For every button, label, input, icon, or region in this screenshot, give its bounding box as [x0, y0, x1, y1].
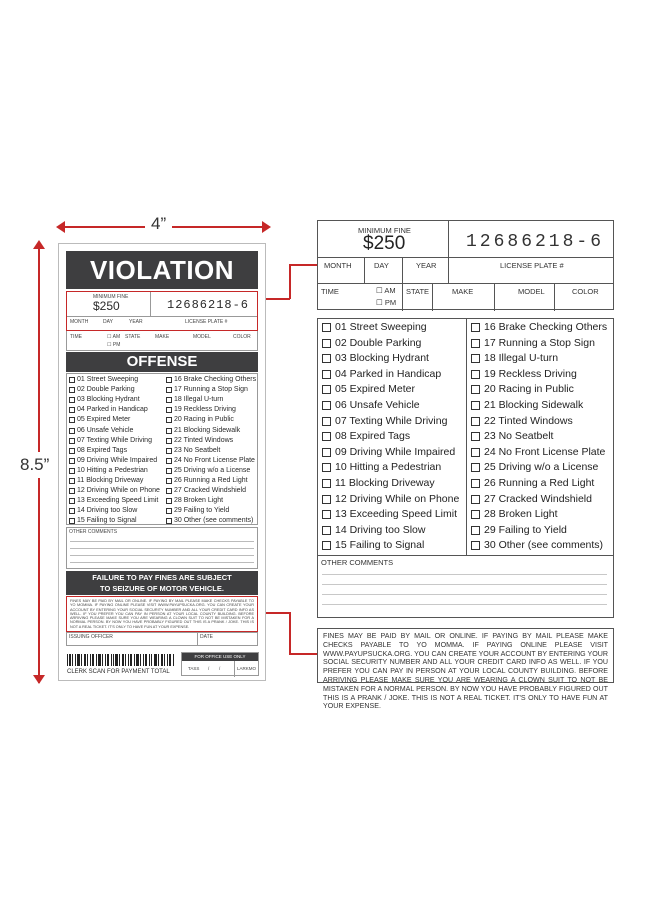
offense-option[interactable] — [322, 492, 459, 507]
offense-label: 22 Tinted Windows — [174, 436, 234, 444]
offense-option[interactable] — [471, 398, 583, 413]
offense-label: 20 Racing in Public — [484, 383, 574, 396]
offense-label: 27 Cracked Windshield — [484, 492, 592, 505]
offense-label: 16 Brake Checking Others — [484, 321, 608, 333]
checkbox-icon[interactable] — [322, 510, 331, 519]
small-vehicle-row — [66, 331, 258, 351]
divider — [432, 283, 433, 311]
checkbox-icon[interactable] — [69, 458, 75, 464]
offense-label: 17 Running a Stop Sign — [174, 386, 248, 394]
checkbox-icon[interactable] — [69, 428, 75, 434]
zoomed-fine-print: FINES MAY BE PAID BY MAIL OR ONLINE. IF PAYING BY MAIL PLEASE MAKE CHECKS PAYABLE TO YO MOMMA. IF PAYING ONLINE PLEASE VISIT WWW.PAYUPSUCKA.ORG. YOU CAN CREATE YOUR ACCOUNT BY ENTERING YOUR SOCIAL SECURITY NUMBER AND ALL YOUR CREDIT CARD INFO AS WELL. IF YOU PREFER YOU CAN PAY IN PERSON AT YOUR LOCAL COUNTY BUILDING. BEFORE ARRIVING PLEASE MAKE SURE YOU ARE WEARING A CLOWN SUIT TO NOT BE MISTAKEN FOR A NORMAL PERSON. BY NOW YOU HAVE PROBABLY FIGURED OUT THIS IS A PRANK / JOKE. THIS IS NOT A REAL TICKET. IT'S ONLY TO HAVE FUN AT YOUR EXPENSE. — [317, 628, 614, 683]
connector-line — [289, 264, 318, 266]
checkbox-icon[interactable] — [69, 397, 75, 403]
checkbox-icon[interactable] — [69, 488, 75, 494]
small-comments-box — [66, 527, 258, 569]
offense-label: 16 Brake Checking Others — [174, 376, 257, 383]
offense-option[interactable] — [322, 414, 447, 429]
offense-option[interactable] — [69, 385, 135, 395]
offense-option[interactable] — [69, 405, 148, 415]
offense-option[interactable] — [166, 516, 253, 526]
offense-option[interactable] — [471, 476, 594, 491]
comment-line — [70, 555, 254, 556]
offense-label: 03 Blocking Hydrant — [77, 396, 140, 404]
checkbox-icon[interactable] — [471, 510, 480, 519]
checkbox-icon[interactable] — [471, 417, 480, 426]
month-label: MONTH — [324, 261, 352, 270]
zoomed-header-panel — [317, 220, 614, 310]
offense-label: 01 Street Sweeping — [335, 321, 427, 333]
arrow-down-icon — [33, 675, 45, 684]
offense-option[interactable] — [166, 476, 248, 486]
offense-label: 05 Expired Meter — [77, 416, 131, 424]
divider — [494, 283, 495, 311]
offense-option[interactable] — [166, 385, 248, 395]
divider — [554, 283, 555, 311]
offense-title: OFFENSE — [66, 352, 258, 372]
offense-label: 26 Running a Red Light — [174, 477, 248, 484]
am-option: ☐ AM — [107, 334, 121, 340]
offense-option[interactable] — [322, 351, 429, 366]
comments-label: OTHER COMMENTS — [321, 558, 394, 567]
checkbox-icon[interactable] — [166, 508, 172, 514]
checkbox-icon[interactable] — [471, 401, 480, 410]
checkbox-icon[interactable] — [322, 495, 331, 504]
offense-option[interactable] — [322, 429, 410, 444]
offense-label: 10 Hitting a Pedestrian — [335, 461, 442, 474]
offense-label: 13 Exceeding Speed Limit — [77, 497, 159, 505]
offense-option[interactable] — [166, 405, 236, 415]
offense-label: 04 Parked in Handicap — [335, 367, 442, 380]
am-option: ☐ AM — [376, 286, 396, 295]
offense-label: 29 Failing to Yield — [174, 507, 230, 515]
divider — [402, 257, 403, 283]
checkbox-icon[interactable] — [166, 478, 172, 484]
tass-label: TASS — [188, 666, 200, 671]
comment-line — [70, 541, 254, 542]
height-label: 8.5” — [20, 452, 49, 478]
checkbox-icon[interactable] — [322, 526, 331, 535]
offense-option[interactable] — [166, 426, 240, 436]
day-label: DAY — [103, 319, 113, 325]
offense-option[interactable] — [471, 382, 574, 397]
offense-option[interactable] — [69, 395, 140, 405]
ticket-number: 12686218-6 — [167, 298, 250, 312]
checkbox-icon[interactable] — [322, 354, 331, 363]
offense-option[interactable] — [69, 486, 160, 496]
offense-label: 12 Driving While on Phone — [335, 492, 460, 505]
offense-label: 08 Expired Tags — [335, 430, 411, 443]
connector-line — [289, 653, 318, 655]
checkbox-icon[interactable] — [322, 370, 331, 379]
width-label: 4” — [145, 214, 172, 234]
divider — [197, 633, 198, 645]
offense-label: 23 No Seatbelt — [484, 430, 554, 443]
offense-option[interactable] — [471, 336, 595, 351]
offense-option[interactable] — [166, 436, 233, 446]
time-label: TIME — [70, 334, 82, 340]
offense-option[interactable] — [471, 492, 592, 507]
offense-label: 01 Street Sweeping — [77, 376, 139, 383]
divider — [448, 221, 449, 257]
checkbox-icon[interactable] — [322, 479, 331, 488]
offense-label: 12 Driving While on Phone — [77, 487, 160, 495]
checkbox-icon[interactable] — [166, 377, 172, 383]
signature-row — [66, 632, 258, 646]
offense-label: 20 Racing in Public — [174, 416, 234, 424]
checkbox-icon[interactable] — [471, 432, 480, 441]
offense-label: 18 Illegal U-turn — [174, 396, 224, 404]
checkbox-icon[interactable] — [322, 401, 331, 410]
divider — [150, 292, 151, 316]
offense-option[interactable] — [69, 506, 137, 516]
checkbox-icon[interactable] — [471, 354, 480, 363]
checkbox-icon[interactable] — [322, 385, 331, 394]
office-use-label: FOR OFFICE USE ONLY — [182, 653, 258, 661]
offense-label: 14 Driving too Slow — [77, 507, 138, 515]
offense-option[interactable] — [166, 375, 256, 385]
offense-label: 17 Running a Stop Sign — [484, 336, 595, 349]
offense-label: 11 Blocking Driveway — [77, 477, 144, 484]
clerk-label: CLERK SCAN FOR PAYMENT TOTAL — [67, 669, 170, 675]
pm-option: ☐ PM — [107, 342, 121, 348]
connector-line — [289, 264, 291, 299]
offense-label: 21 Blocking Sidewalk — [174, 426, 241, 434]
checkbox-icon[interactable] — [322, 339, 331, 348]
pm-option: ☐ PM — [376, 298, 397, 307]
checkbox-icon[interactable] — [166, 407, 172, 413]
checkbox-icon[interactable] — [166, 488, 172, 494]
connector-line — [289, 612, 291, 654]
issuing-officer-label: ISSUING OFFICER — [69, 634, 113, 640]
offense-option[interactable] — [166, 446, 220, 456]
checkbox-icon[interactable] — [471, 323, 480, 332]
offense-label: 10 Hitting a Pedestrian — [77, 466, 148, 474]
warning-line-2: TO SEIZURE OF MOTOR VEHICLE. — [100, 584, 224, 593]
offense-option[interactable] — [69, 476, 143, 486]
min-fine-label: MINIMUM FINE — [358, 226, 411, 235]
checkbox-icon[interactable] — [166, 428, 172, 434]
offense-option[interactable] — [471, 523, 567, 538]
small-offense-list — [66, 373, 258, 525]
offense-label: 21 Blocking Sidewalk — [484, 399, 584, 411]
checkbox-icon[interactable] — [69, 468, 75, 474]
checkbox-icon[interactable] — [69, 377, 75, 383]
offense-option[interactable] — [322, 460, 441, 475]
offense-label: 03 Blocking Hydrant — [335, 352, 429, 365]
model-label: MODEL — [193, 334, 211, 340]
offense-label: 19 Reckless Driving — [484, 367, 577, 380]
checkbox-icon[interactable] — [166, 417, 172, 423]
offense-label: 28 Broken Light — [174, 497, 224, 505]
offense-option[interactable] — [322, 382, 415, 397]
offense-option[interactable] — [166, 486, 246, 496]
checkbox-icon[interactable] — [166, 438, 172, 444]
divider — [466, 319, 467, 555]
checkbox-icon[interactable] — [69, 387, 75, 393]
small-fine-print: FINES MAY BE PAID BY MAIL OR ONLINE. IF PAYING BY MAIL PLEASE MAKE CHECKS PAYABLE TO YO MOMMA. IF PAYING ONLINE PLEASE VISIT WWW.PAYUPSUCKA.ORG. YOU CAN CREATE YOUR ACCOUNT BY ENTERING YOUR SOCIAL SECURITY NUMBER AND ALL YOUR CREDIT CARD INFO AS WELL. IF YOU PREFER YOU CAN PAY IN PERSON AT YOUR LOCAL COUNTY BUILDING. BEFORE ARRIVING PLEASE MAKE SURE YOU ARE WEARING A CLOWN SUIT TO NOT BE MISTAKEN FOR A NORMAL PERSON. BY NOW YOU HAVE PROBABLY FIGURED OUT THIS IS A PRANK / JOKE. THIS IS NOT A REAL TICKET. IT'S ONLY TO HAVE FUN AT YOUR EXPENSE. — [66, 596, 258, 632]
offense-option[interactable] — [322, 320, 427, 335]
checkbox-icon[interactable] — [69, 407, 75, 413]
offense-option[interactable] — [471, 429, 553, 444]
state-label: STATE — [125, 334, 141, 340]
color-label: COLOR — [572, 287, 599, 296]
small-fine-box — [66, 291, 258, 331]
offense-label: 07 Texting While Driving — [335, 414, 448, 427]
date-label: DATE — [200, 634, 213, 640]
checkbox-icon[interactable] — [322, 417, 331, 426]
offense-label: 06 Unsafe Vehicle — [335, 399, 420, 411]
offense-label: 14 Driving too Slow — [335, 523, 426, 536]
warning-line-1: FAILURE TO PAY FINES ARE SUBJECT — [92, 573, 232, 582]
year-label: YEAR — [416, 261, 437, 270]
offense-option[interactable] — [69, 466, 148, 476]
offense-label: 19 Reckless Driving — [174, 406, 236, 414]
checkbox-icon[interactable] — [471, 339, 480, 348]
offense-option[interactable] — [471, 367, 577, 382]
slash-2: / — [219, 666, 221, 671]
offense-option[interactable] — [166, 506, 229, 516]
month-label: MONTH — [70, 319, 89, 325]
divider — [364, 257, 365, 283]
color-label: COLOR — [233, 334, 251, 340]
offense-label: 28 Broken Light — [484, 508, 558, 521]
offense-option[interactable] — [471, 460, 598, 475]
offense-option[interactable] — [166, 466, 250, 476]
offense-option[interactable] — [69, 456, 157, 466]
comments-label: OTHER COMMENTS — [69, 529, 118, 535]
checkbox-icon[interactable] — [471, 526, 480, 535]
offense-label: 25 Driving w/o a License — [484, 461, 599, 474]
checkbox-icon[interactable] — [69, 508, 75, 514]
checkbox-icon[interactable] — [471, 370, 480, 379]
checkbox-icon[interactable] — [322, 448, 331, 457]
checkbox-icon[interactable] — [166, 448, 172, 454]
comment-line — [322, 604, 607, 605]
checkbox-icon[interactable] — [322, 541, 331, 550]
divider — [402, 283, 403, 311]
checkbox-icon[interactable] — [471, 541, 480, 550]
offense-label: 18 Illegal U-turn — [484, 352, 559, 365]
make-label: MAKE — [155, 334, 170, 340]
offense-option[interactable] — [69, 446, 127, 456]
offense-option[interactable] — [69, 375, 138, 385]
arrow-up-icon — [33, 240, 45, 249]
offense-option[interactable] — [166, 415, 234, 425]
checkbox-icon[interactable] — [322, 323, 331, 332]
offense-label: 09 Driving While Impaired — [77, 456, 158, 464]
ticket-number: 12686218-6 — [466, 232, 605, 252]
offense-label: 02 Double Parking — [77, 386, 135, 394]
checkbox-icon[interactable] — [166, 458, 172, 464]
model-label: MODEL — [518, 287, 545, 296]
offense-label: 07 Texting While Driving — [77, 436, 152, 444]
comment-line — [70, 548, 254, 549]
arrow-right-icon — [262, 221, 271, 233]
fine-amount: $250 — [363, 233, 406, 254]
offense-option[interactable] — [471, 414, 573, 429]
offense-option[interactable] — [69, 516, 137, 526]
offense-option[interactable] — [471, 507, 558, 522]
offense-label: 04 Parked in Handicap — [77, 406, 148, 414]
slash-1: / — [208, 666, 210, 671]
offense-label: 24 No Front License Plate — [174, 456, 255, 464]
offense-label: 13 Exceeding Speed Limit — [335, 508, 457, 521]
offense-label: 11 Blocking Driveway — [335, 477, 435, 489]
offense-label: 26 Running a Red Light — [484, 477, 595, 489]
offense-label: 09 Driving While Impaired — [335, 445, 456, 458]
offense-option[interactable] — [166, 496, 223, 506]
checkbox-icon[interactable] — [69, 417, 75, 423]
checkbox-icon[interactable] — [471, 479, 480, 488]
make-label: MAKE — [452, 287, 474, 296]
violation-title: VIOLATION — [66, 251, 258, 289]
checkbox-icon[interactable] — [166, 518, 172, 524]
zoomed-comments-box — [317, 556, 614, 618]
offense-option[interactable] — [69, 496, 158, 506]
comment-line — [322, 574, 607, 575]
offense-option[interactable] — [471, 538, 603, 553]
checkbox-icon[interactable] — [471, 448, 480, 457]
year-label: YEAR — [129, 319, 143, 325]
checkbox-icon[interactable] — [166, 397, 172, 403]
checkbox-icon[interactable] — [69, 448, 75, 454]
checkbox-icon[interactable] — [166, 498, 172, 504]
offense-label: 25 Driving w/o a License — [174, 466, 251, 474]
checkbox-icon[interactable] — [166, 387, 172, 393]
offense-option[interactable] — [471, 351, 558, 366]
offense-option[interactable] — [471, 445, 605, 460]
offense-label: 30 Other (see comments) — [484, 539, 604, 552]
offense-option[interactable] — [322, 367, 441, 382]
checkbox-icon[interactable] — [69, 498, 75, 504]
offense-option[interactable] — [322, 445, 455, 460]
offense-label: 29 Failing to Yield — [484, 523, 567, 536]
offense-option[interactable] — [322, 336, 421, 351]
time-label: TIME — [321, 287, 339, 296]
checkbox-icon[interactable] — [471, 385, 480, 394]
offense-label: 05 Expired Meter — [335, 383, 415, 396]
larkmo-label: LARKMO — [237, 666, 257, 671]
checkbox-icon[interactable] — [322, 463, 331, 472]
comment-line — [322, 594, 607, 595]
checkbox-icon[interactable] — [471, 463, 480, 472]
divider — [67, 316, 257, 317]
office-use-box — [181, 652, 259, 676]
offense-option[interactable] — [322, 523, 425, 538]
offense-option[interactable] — [471, 320, 607, 335]
divider — [448, 257, 449, 283]
checkbox-icon[interactable] — [471, 495, 480, 504]
offense-option[interactable] — [69, 415, 130, 425]
offense-option[interactable] — [166, 456, 255, 466]
offense-label: 27 Cracked Windshield — [174, 487, 246, 495]
checkbox-icon[interactable] — [166, 468, 172, 474]
divider — [318, 257, 613, 258]
zoomed-offense-list — [317, 318, 614, 556]
comment-line — [70, 562, 254, 563]
comment-line — [322, 584, 607, 585]
offense-label: 22 Tinted Windows — [484, 414, 573, 427]
arrow-left-icon — [56, 221, 65, 233]
min-fine-label: MINIMUM FINE — [93, 294, 129, 300]
fine-amount: $250 — [93, 299, 120, 313]
checkbox-icon[interactable] — [69, 518, 75, 524]
offense-label: 15 Failing to Signal — [335, 539, 425, 552]
offense-label: 08 Expired Tags — [77, 446, 128, 454]
offense-option[interactable] — [322, 476, 435, 491]
offense-label: 23 No Seatbelt — [174, 446, 221, 454]
day-label: DAY — [374, 261, 389, 270]
offense-option[interactable] — [322, 507, 457, 522]
barcode-icon — [67, 654, 175, 666]
offense-label: 15 Failing to Signal — [77, 517, 137, 525]
offense-label: 06 Unsafe Vehicle — [77, 426, 134, 434]
checkbox-icon[interactable] — [69, 438, 75, 444]
offense-option[interactable] — [69, 426, 133, 436]
offense-label: 30 Other (see comments) — [174, 517, 254, 525]
divider — [234, 661, 235, 677]
offense-label: 02 Double Parking — [335, 336, 422, 349]
plate-label: LICENSE PLATE # — [500, 261, 564, 270]
checkbox-icon[interactable] — [69, 478, 75, 484]
small-ticket — [58, 243, 266, 681]
warning-bar — [66, 571, 258, 595]
offense-option[interactable] — [322, 398, 420, 413]
offense-option[interactable] — [166, 395, 223, 405]
checkbox-icon[interactable] — [322, 432, 331, 441]
offense-option[interactable] — [69, 436, 152, 446]
offense-label: 24 No Front License Plate — [484, 445, 606, 458]
plate-label: LICENSE PLATE # — [185, 319, 228, 325]
offense-option[interactable] — [322, 538, 424, 553]
divider — [318, 283, 613, 284]
state-label: STATE — [406, 287, 430, 296]
